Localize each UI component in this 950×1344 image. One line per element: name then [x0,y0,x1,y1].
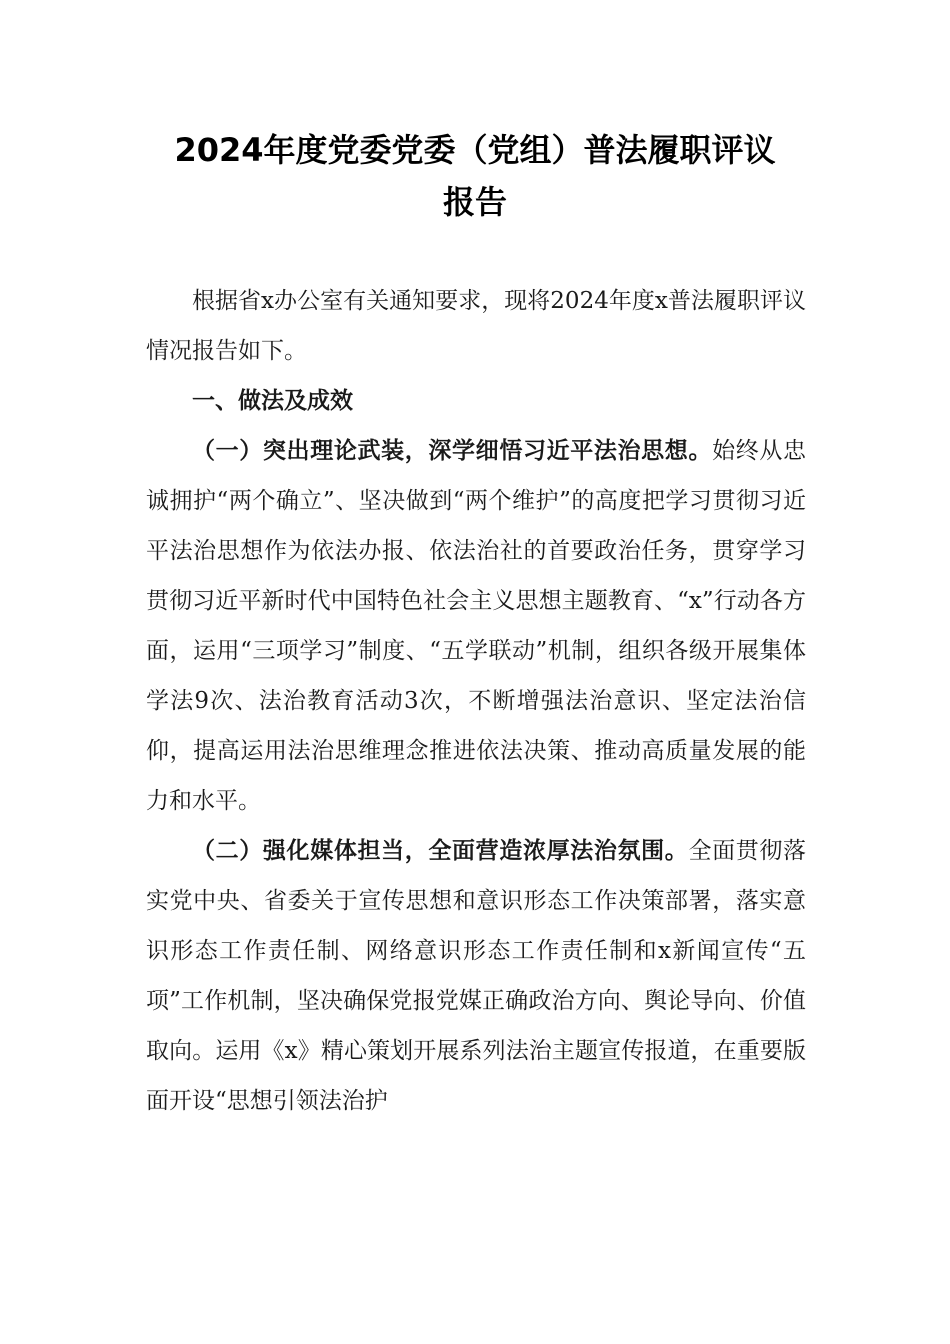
item-2-lead: （二）强化媒体担当，全面营造浓厚法治氛围。 [192,838,689,864]
document-body [146,276,806,1126]
item-1-paragraph [146,426,806,826]
section-heading: 一、做法及成效 [192,388,353,414]
title-line-1: 2024年度党委党委（党组）普法履职评议 [174,131,776,169]
item-2-body: 全面贯彻落实党中央、省委关于宣传思想和意识形态工作决策部署，落实意识形态工作责任制、网络意识形态工作责任制和x新闻宣传“五项”工作机制，坚决确保党报党媒正确政治方向、舆论导向、价值取向。运用《x》精心策划开展系列法治主题宣传报道，在重要版面开设“思想引领法治护 [146,838,807,1114]
intro-paragraph: 根据省x办公室有关通知要求，现将2024年度x普法履职评议情况报告如下。 [146,288,806,364]
document-title [140,124,810,228]
item-2-paragraph [146,826,806,1126]
item-1-body: 始终从忠诚拥护“两个确立”、坚决做到“两个维护”的高度把学习贯彻习近平法治思想作为依法办报、依法治社的首要政治任务，贯穿学习贯彻习近平新时代中国特色社会主义思想主题教育、“x”行动各方面，运用“三项学习”制度、“五学联动”机制，组织各级开展集体学法9次、法治教育活动3次，不断增强法治意识、坚定法治信仰，提高运用法治思维理念推进依法决策、推动高质量发展的能力和水平。 [146,438,807,814]
title-line-2: 报告 [442,183,507,221]
item-1-lead: （一）突出理论武装，深学细悟习近平法治思想。 [192,438,713,464]
